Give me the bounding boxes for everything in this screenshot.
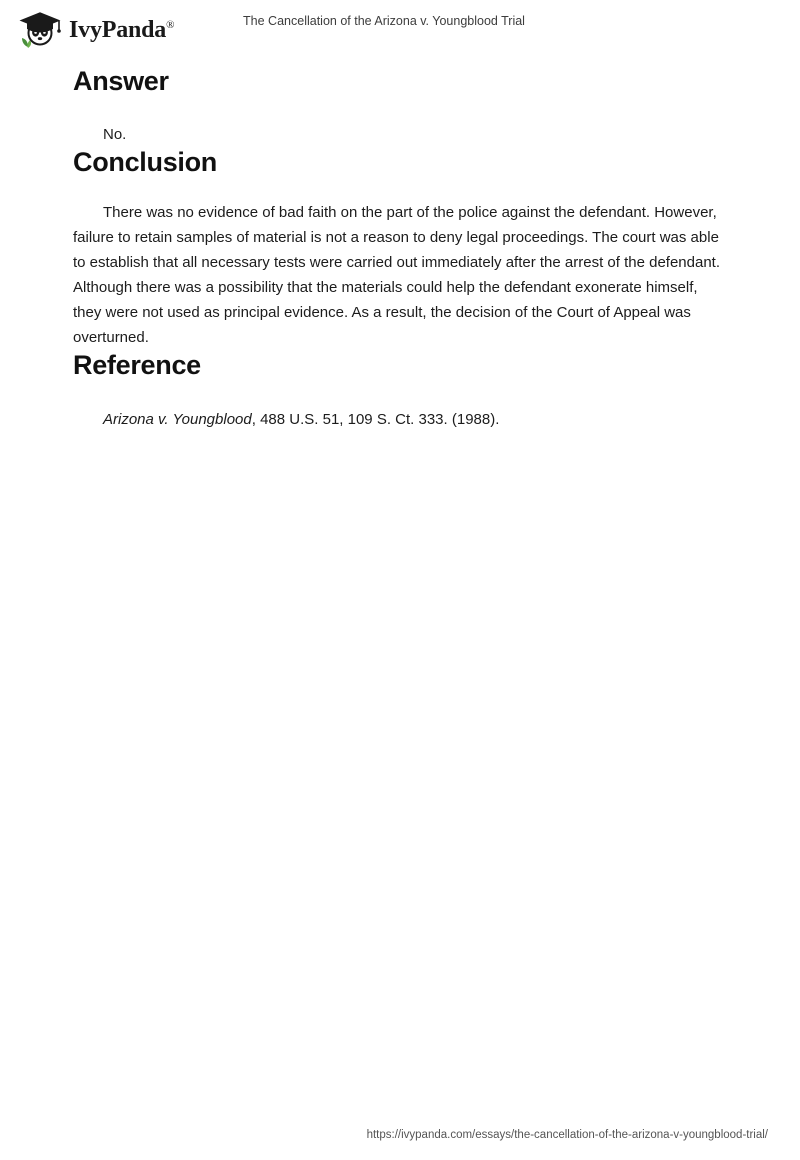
reference-entry — [73, 407, 728, 432]
document-body — [73, 66, 728, 432]
paragraph-answer: No. — [103, 126, 127, 143]
reference-citation-rest: , 488 U.S. 51, 109 S. Ct. 333. (1988). — [251, 411, 500, 428]
page-header — [0, 0, 800, 56]
paragraph-conclusion: There was no evidence of bad faith on the part of the police against the defendant. However, failure to retain samples of material is not a reason to deny legal proceedings. The court was able to establish that all necessary tests were carried out immediately after the arrest of the defendant. Although there was a possibility that the materials could help the defendant exonerate himself, they were not used as principal evidence. As a result, the decision of the Court of Appeal was overturned. — [73, 204, 720, 346]
reference-case-name: Arizona v. Youngblood — [103, 411, 252, 428]
brand-name: IvyPanda® — [69, 16, 175, 43]
heading-reference: Reference — [73, 350, 201, 380]
source-url-link[interactable]: https://ivypanda.com/essays/the-cancellation-of-the-arizona-v-youngblood-trial/ — [366, 1129, 768, 1141]
heading-answer: Answer — [73, 66, 169, 96]
document-title: The Cancellation of the Arizona v. Youngblood Trial — [243, 14, 525, 28]
heading-conclusion: Conclusion — [73, 147, 217, 177]
registered-mark: ® — [166, 18, 175, 31]
